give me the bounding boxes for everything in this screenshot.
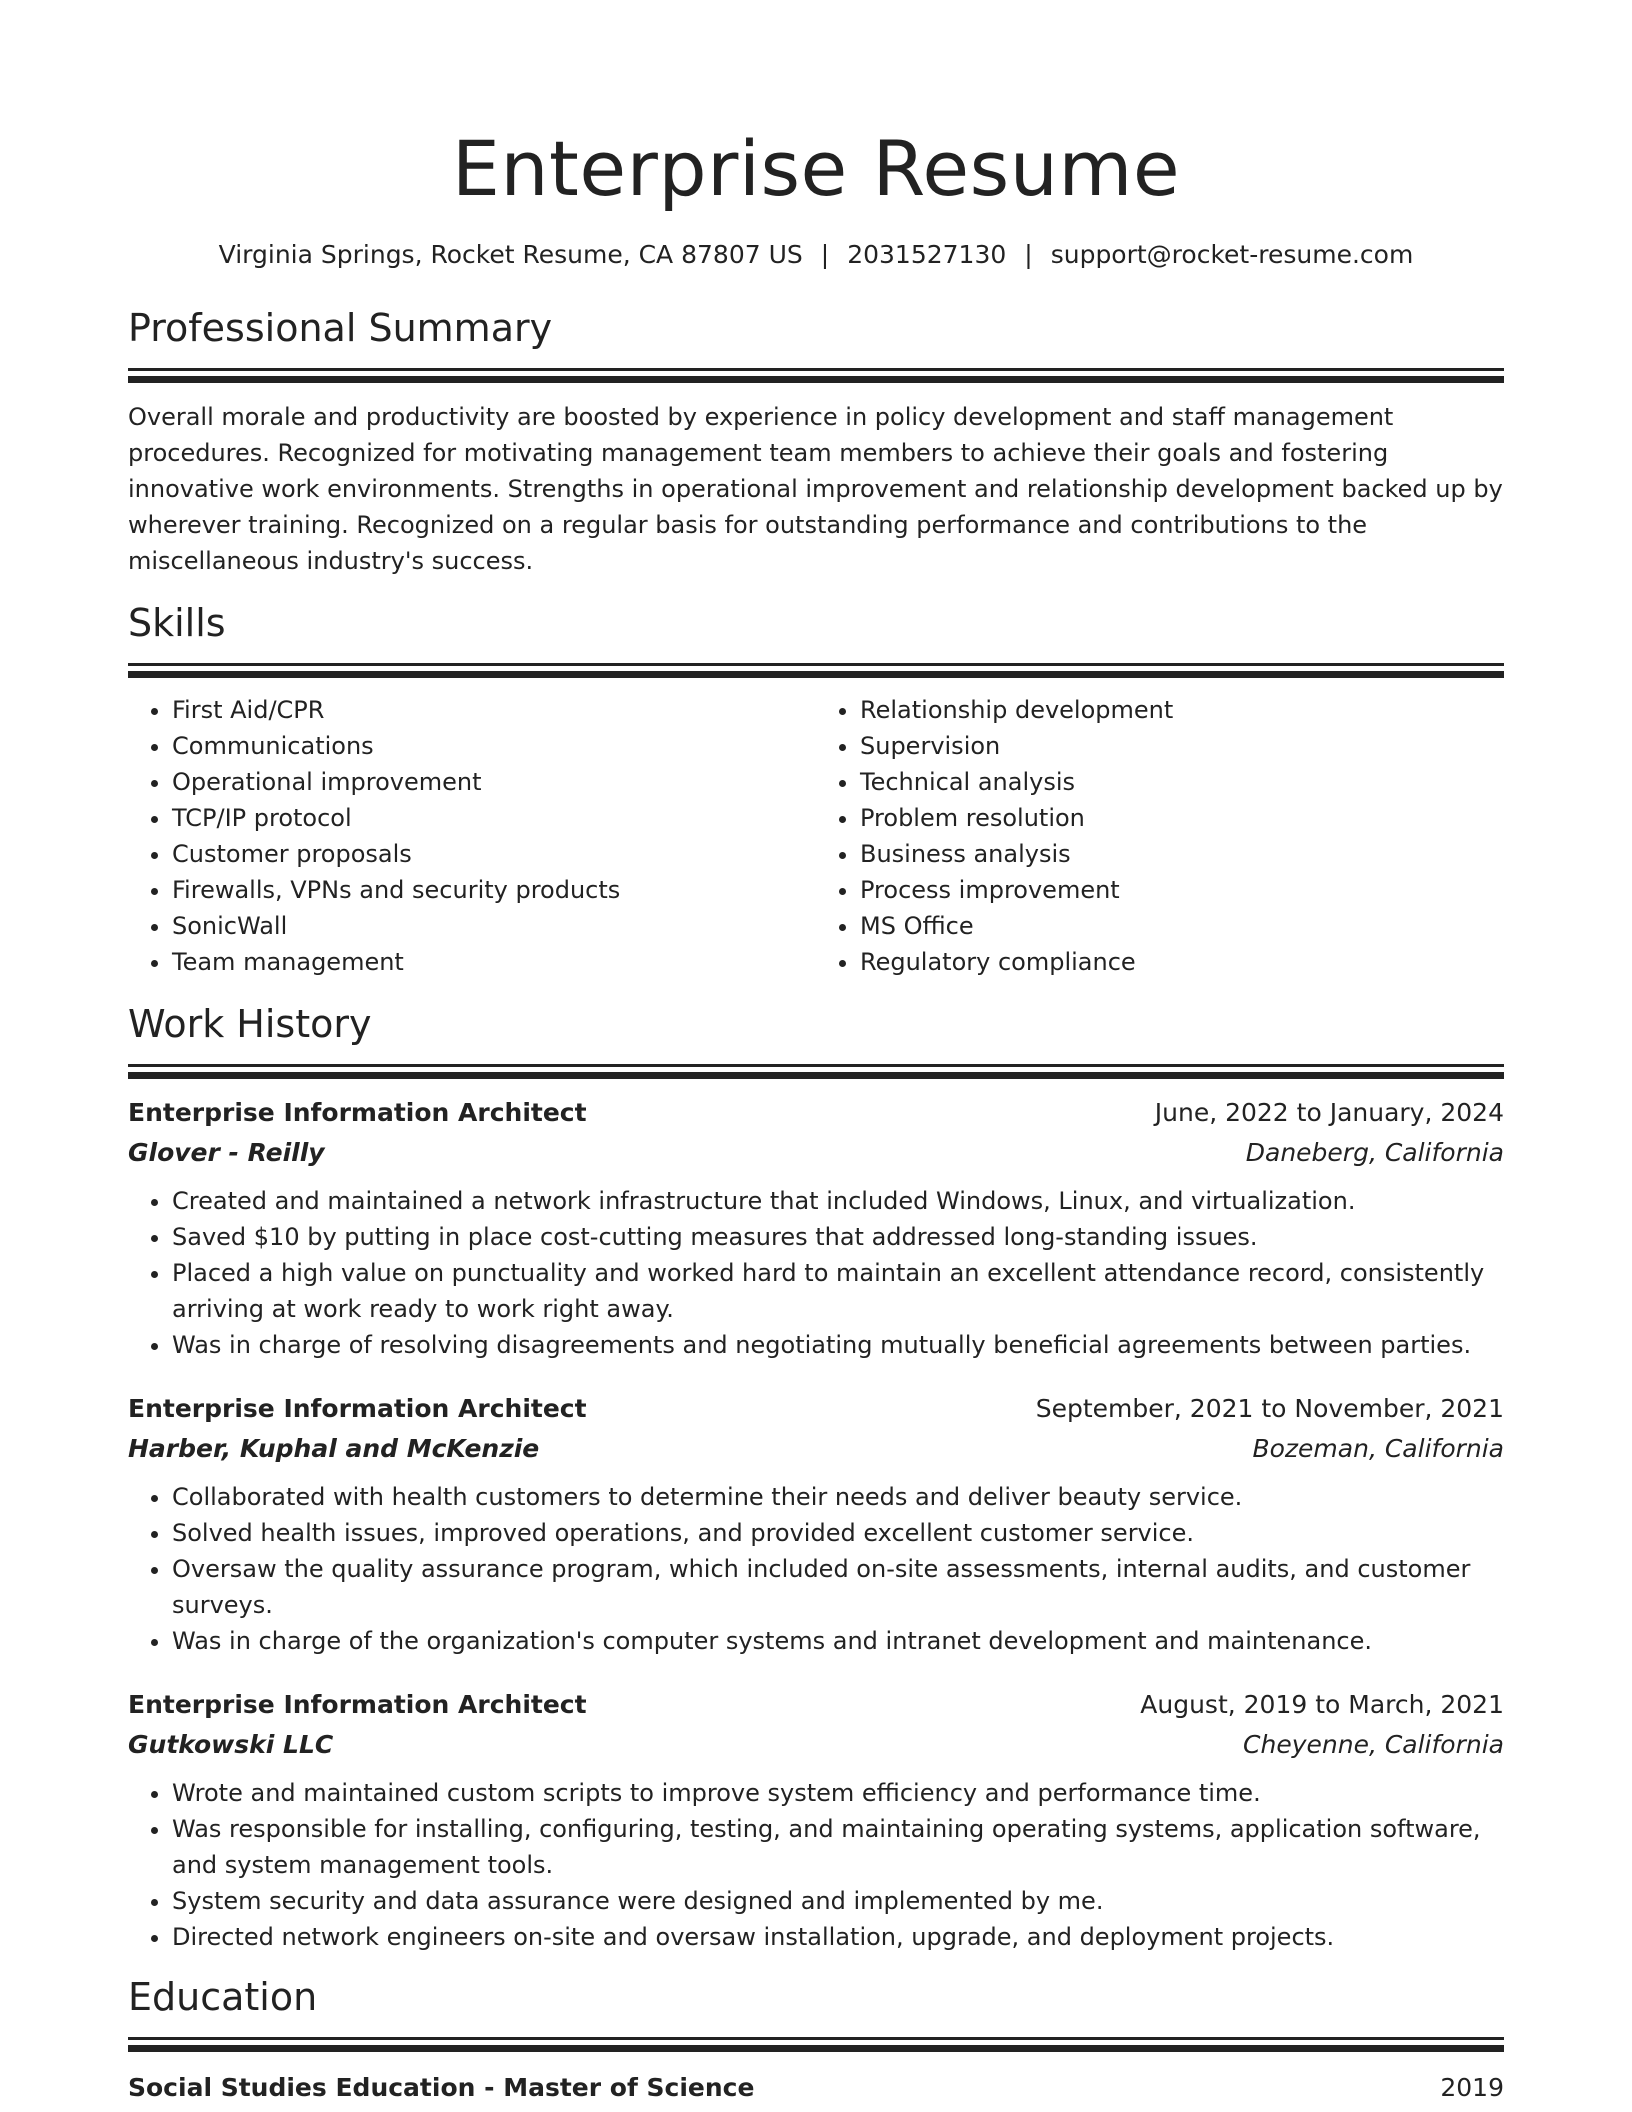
contact-phone: 2031527130	[847, 240, 1007, 269]
section-divider-thick	[128, 1072, 1504, 1079]
education-degree: Social Studies Education - Master of Science	[128, 2073, 755, 2102]
job-bullet: • Saved $10 by putting in place cost-cutting measures that addressed long-standing issues.	[172, 1219, 1504, 1255]
section-divider-thick	[128, 376, 1504, 383]
job-header-row	[128, 1093, 1504, 1133]
skill-item: • MS Office	[860, 908, 1504, 944]
job-location: Cheyenne, California	[1243, 1730, 1504, 1759]
skill-item: • Technical analysis	[860, 764, 1504, 800]
job-dates: June, 2022 to January, 2024	[1154, 1098, 1504, 1127]
skill-item: • First Aid/CPR	[172, 692, 816, 728]
job-title: Enterprise Information Architect	[128, 1690, 587, 1719]
job-dates: August, 2019 to March, 2021	[1140, 1690, 1504, 1719]
job-location: Bozeman, California	[1252, 1434, 1504, 1463]
section-divider	[128, 1064, 1504, 1067]
job-company: Harber, Kuphal and McKenzie	[128, 1434, 540, 1463]
education-entry	[128, 2068, 1504, 2108]
section-title-skills: Skills	[128, 601, 226, 645]
job-entry	[128, 1093, 1504, 1363]
section-title-work-history: Work History	[128, 1002, 372, 1046]
job-bullet: • Collaborated with health customers to determine their needs and deliver beauty service.	[172, 1479, 1504, 1515]
contact-separator: |	[1024, 240, 1033, 269]
skill-item: • Customer proposals	[172, 836, 816, 872]
job-title: Enterprise Information Architect	[128, 1098, 587, 1127]
education-section	[128, 1973, 1504, 2108]
job-company-row	[128, 1429, 1504, 1469]
job-bullet: • Solved health issues, improved operations, and provided excellent customer service.	[172, 1515, 1504, 1551]
contact-line	[128, 238, 1504, 272]
skill-item: • Team management	[172, 944, 816, 980]
section-divider	[128, 663, 1504, 666]
job-header-row	[128, 1685, 1504, 1725]
job-bullet: • Was in charge of the organization's computer systems and intranet development and maintenance.	[172, 1623, 1504, 1659]
job-company-row	[128, 1725, 1504, 1765]
skill-item: • Operational improvement	[172, 764, 816, 800]
section-divider-thick	[128, 671, 1504, 678]
skill-item: • Firewalls, VPNs and security products	[172, 872, 816, 908]
job-bullet: • Placed a high value on punctuality and worked hard to maintain an excellent attendance record, consistently arriving at work ready to work right away.	[172, 1255, 1504, 1327]
job-bullet: • Created and maintained a network infrastructure that included Windows, Linux, and virtualization.	[172, 1183, 1504, 1219]
job-bullet: • Was responsible for installing, configuring, testing, and maintaining operating systems, application software, and system management tools.	[172, 1811, 1504, 1883]
skill-item: • Business analysis	[860, 836, 1504, 872]
skills-column-right	[816, 692, 1504, 980]
skill-item: • Problem resolution	[860, 800, 1504, 836]
summary-text: Overall morale and productivity are boosted by experience in policy development and staff management procedures. Recognized for motivating management team members to achieve their goals and fostering innovative work environments. Strengths in operational improvement and relationship development backed up by wherever training. Recognized on a regular basis for outstanding performance and contributions to the miscellaneous industry's success.	[128, 403, 1503, 575]
job-bullets	[128, 1183, 1504, 1363]
job-entry	[128, 1389, 1504, 1659]
skill-item: • Supervision	[860, 728, 1504, 764]
job-title: Enterprise Information Architect	[128, 1394, 587, 1423]
section-divider	[128, 368, 1504, 371]
job-header-row	[128, 1389, 1504, 1429]
skill-item: • Communications	[172, 728, 816, 764]
skills-section	[128, 599, 1504, 980]
job-bullets	[128, 1479, 1504, 1659]
contact-separator: |	[820, 240, 830, 269]
job-bullet: • System security and data assurance were designed and implemented by me.	[172, 1883, 1504, 1919]
section-divider	[128, 2037, 1504, 2040]
job-bullet: • Oversaw the quality assurance program, which included on-site assessments, internal audits, and customer surveys.	[172, 1551, 1504, 1623]
education-year: 2019	[1440, 2073, 1504, 2102]
section-title-education: Education	[128, 1975, 318, 2019]
skill-item: • Relationship development	[860, 692, 1504, 728]
resume-name: Enterprise Resume	[451, 124, 1181, 213]
skills-list	[128, 692, 1504, 980]
skill-item: • TCP/IP protocol	[172, 800, 816, 836]
job-company: Gutkowski LLC	[128, 1730, 334, 1759]
work-history-section	[128, 1000, 1504, 1955]
skill-item: • SonicWall	[172, 908, 816, 944]
contact-address: Virginia Springs, Rocket Resume, CA 87807 US	[218, 240, 803, 269]
job-bullet: • Was in charge of resolving disagreements and negotiating mutually beneficial agreements between parties.	[172, 1327, 1504, 1363]
job-bullet: • Directed network engineers on-site and oversaw installation, upgrade, and deployment projects.	[172, 1919, 1504, 1955]
section-divider-thick	[128, 2045, 1504, 2052]
job-dates: September, 2021 to November, 2021	[1035, 1394, 1504, 1423]
job-company: Glover - Reilly	[128, 1138, 325, 1167]
job-company-row	[128, 1133, 1504, 1173]
section-title-summary: Professional Summary	[128, 306, 553, 350]
job-entry	[128, 1685, 1504, 1955]
skill-item: • Process improvement	[860, 872, 1504, 908]
summary-section	[128, 304, 1504, 579]
contact-email: support@rocket-resume.com	[1050, 240, 1414, 269]
job-location: Daneberg, California	[1245, 1138, 1504, 1167]
skills-column-left	[128, 692, 816, 980]
skill-item: • Regulatory compliance	[860, 944, 1504, 980]
job-bullets	[128, 1775, 1504, 1955]
job-bullet: • Wrote and maintained custom scripts to improve system efficiency and performance time.	[172, 1775, 1504, 1811]
